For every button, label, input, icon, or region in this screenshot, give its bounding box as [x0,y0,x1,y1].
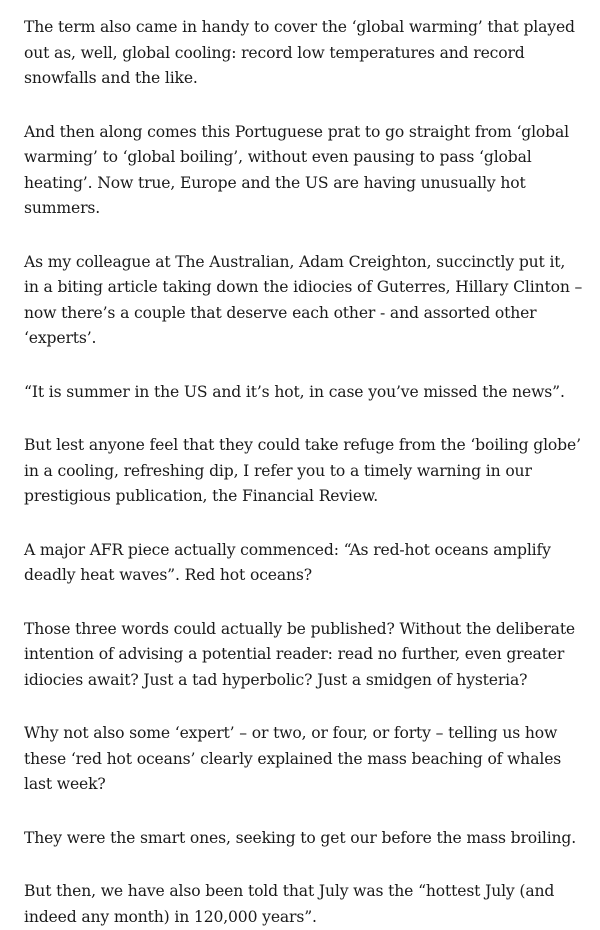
article-paragraph: And then along comes this Portuguese prat to go straight from ‘global warming’ to ‘global boiling’, without even pausing to pass ‘global heating’. Now true, Europe and the US are having unusually hot summers. [24,122,569,217]
article-paragraph: They were the smart ones, seeking to get our before the mass broiling. [24,828,577,847]
article-paragraph: But lest anyone feel that they could take refuge from the ‘boiling globe’ in a cooling, refreshing dip, I refer you to a timely warning in our prestigious publication, the Financial Review. [24,436,581,505]
article-paragraph: The term also came in handy to cover the ‘global warming’ that played out as, well, global cooling: record low temperatures and record snowfalls and the like. [24,18,575,87]
article-paragraph: Why not also some ‘expert’ – or two, or four, or forty – telling us how these ‘red hot oceans’ clearly explained the mass beaching of whales last week? [24,724,562,793]
article-paragraph: As my colleague at The Australian, Adam Creighton, succinctly put it, in a biting article taking down the idiocies of Guterres, Hillary Clinton – now there’s a couple that deserve each other - and assorted other ‘experts’. [24,252,583,347]
article-paragraph: Those three words could actually be published? Without the deliberate intention of advising a potential reader: read no further, even greater idiocies await? Just a tad hyperbolic? Just a smidgen of hysteria? [24,619,576,689]
article-paragraph: “It is summer in the US and it’s hot, in case you’ve missed the news”. [24,382,565,401]
article-paragraph: But then, we have also been told that July was the “hottest July (and indeed any month) in 120,000 years”. [24,882,555,926]
article-paragraph: A major AFR piece actually commenced: “As red-hot oceans amplify deadly heat waves”. Red hot oceans? [24,540,551,584]
